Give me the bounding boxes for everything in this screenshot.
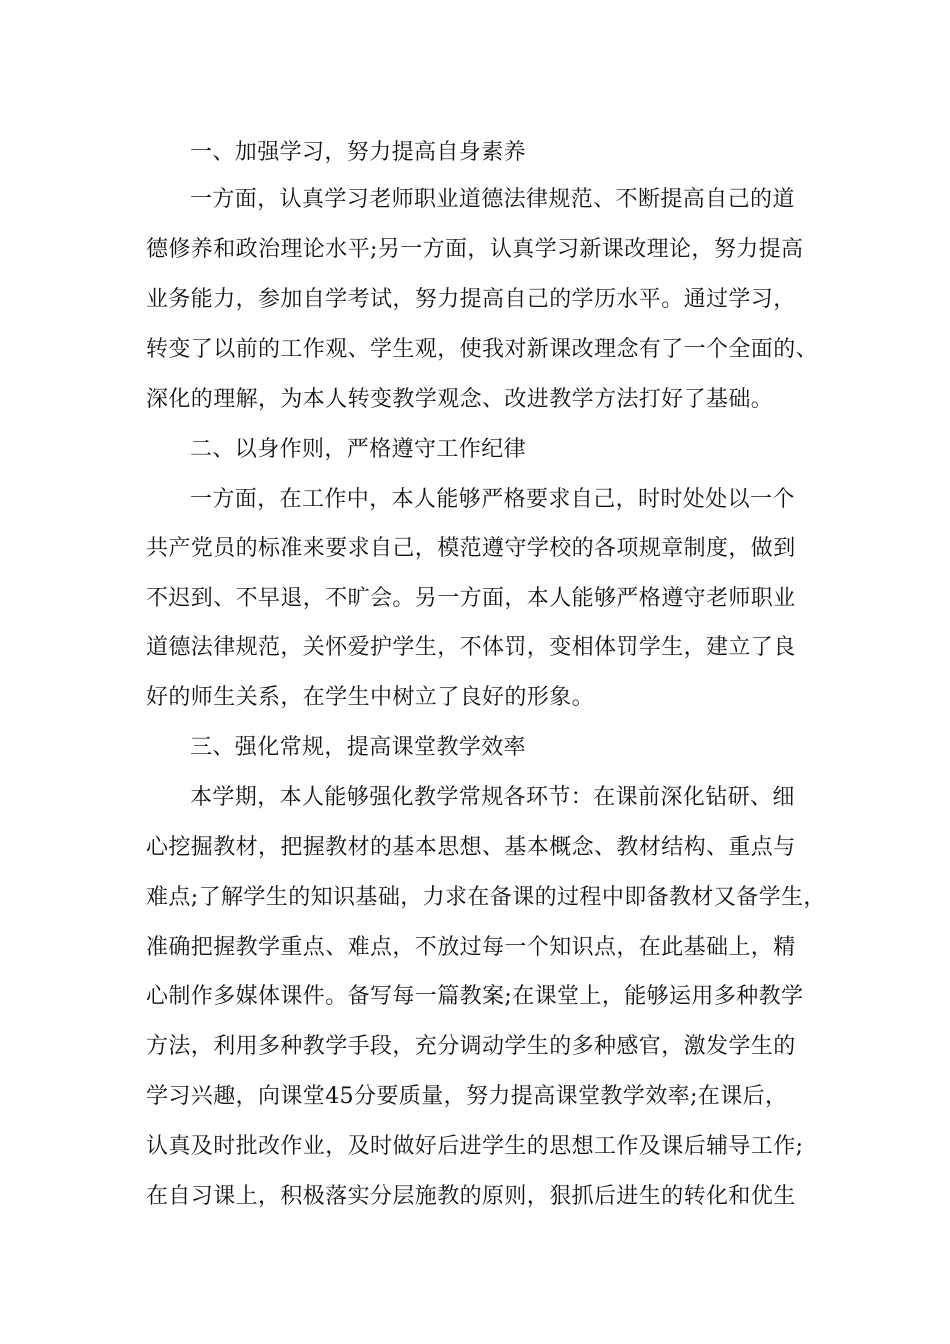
section-heading-1: 一、加强学习，努力提高自身素养 — [190, 140, 527, 165]
paragraph-line: 德修养和政治理论水平;另一方面，认真学习新课改理论，努力提高 — [146, 237, 804, 262]
paragraph-line: 一方面，认真学习老师职业道德法律规范、不断提高自己的道 — [190, 187, 795, 212]
paragraph-line: 学习兴趣，向课堂45分要质量，努力提高课堂教学效率;在课后， — [146, 1084, 788, 1109]
paragraph-line: 好的师生关系，在学生中树立了良好的形象。 — [146, 685, 595, 710]
section-heading-3: 三、强化常规，提高课堂教学效率 — [190, 735, 527, 760]
section-heading-2: 二、以身作则，严格遵守工作纪律 — [190, 437, 527, 462]
paragraph-line: 转变了以前的工作观、学生观，使我对新课改理念有了一个全面的、 — [146, 337, 819, 362]
paragraph-line: 方法，利用多种教学手段，充分调动学生的多种感官，激发学生的 — [146, 1034, 796, 1059]
paragraph-line: 共产党员的标准来要求自己，模范遵守学校的各项规章制度，做到 — [146, 536, 796, 561]
paragraph-line: 不迟到、不早退，不旷会。另一方面，本人能够严格遵守老师职业 — [146, 586, 796, 611]
paragraph-line: 深化的理解，为本人转变教学观念、改进教学方法打好了基础。 — [146, 387, 774, 412]
paragraph-line: 一方面，在工作中，本人能够严格要求自己，时时处处以一个 — [190, 487, 795, 512]
paragraph-line: 道德法律规范，关怀爱护学生，不体罚，变相体罚学生，建立了良 — [146, 635, 796, 660]
paragraph-line: 难点;了解学生的知识基础，力求在备课的过程中即备教材又备学生， — [146, 885, 826, 910]
paragraph-line: 心挖掘教材，把握教材的基本思想、基本概念、教材结构、重点与 — [146, 835, 796, 860]
paragraph-line: 业务能力，参加自学考试，努力提高自己的学历水平。通过学习， — [146, 287, 796, 312]
paragraph-line: 在自习课上，积极落实分层施教的原则，狠抓后进生的转化和优生 — [146, 1184, 796, 1209]
paragraph-line: 认真及时批改作业，及时做好后进学生的思想工作及课后辅导工作; — [146, 1134, 804, 1159]
paragraph-line: 本学期，本人能够强化教学常规各环节：在课前深化钻研、细 — [190, 785, 795, 810]
paragraph-line: 心制作多媒体课件。备写每一篇教案;在课堂上，能够运用多种教学 — [146, 984, 804, 1009]
paragraph-line: 准确把握教学重点、难点，不放过每一个知识点，在此基础上，精 — [146, 935, 796, 960]
